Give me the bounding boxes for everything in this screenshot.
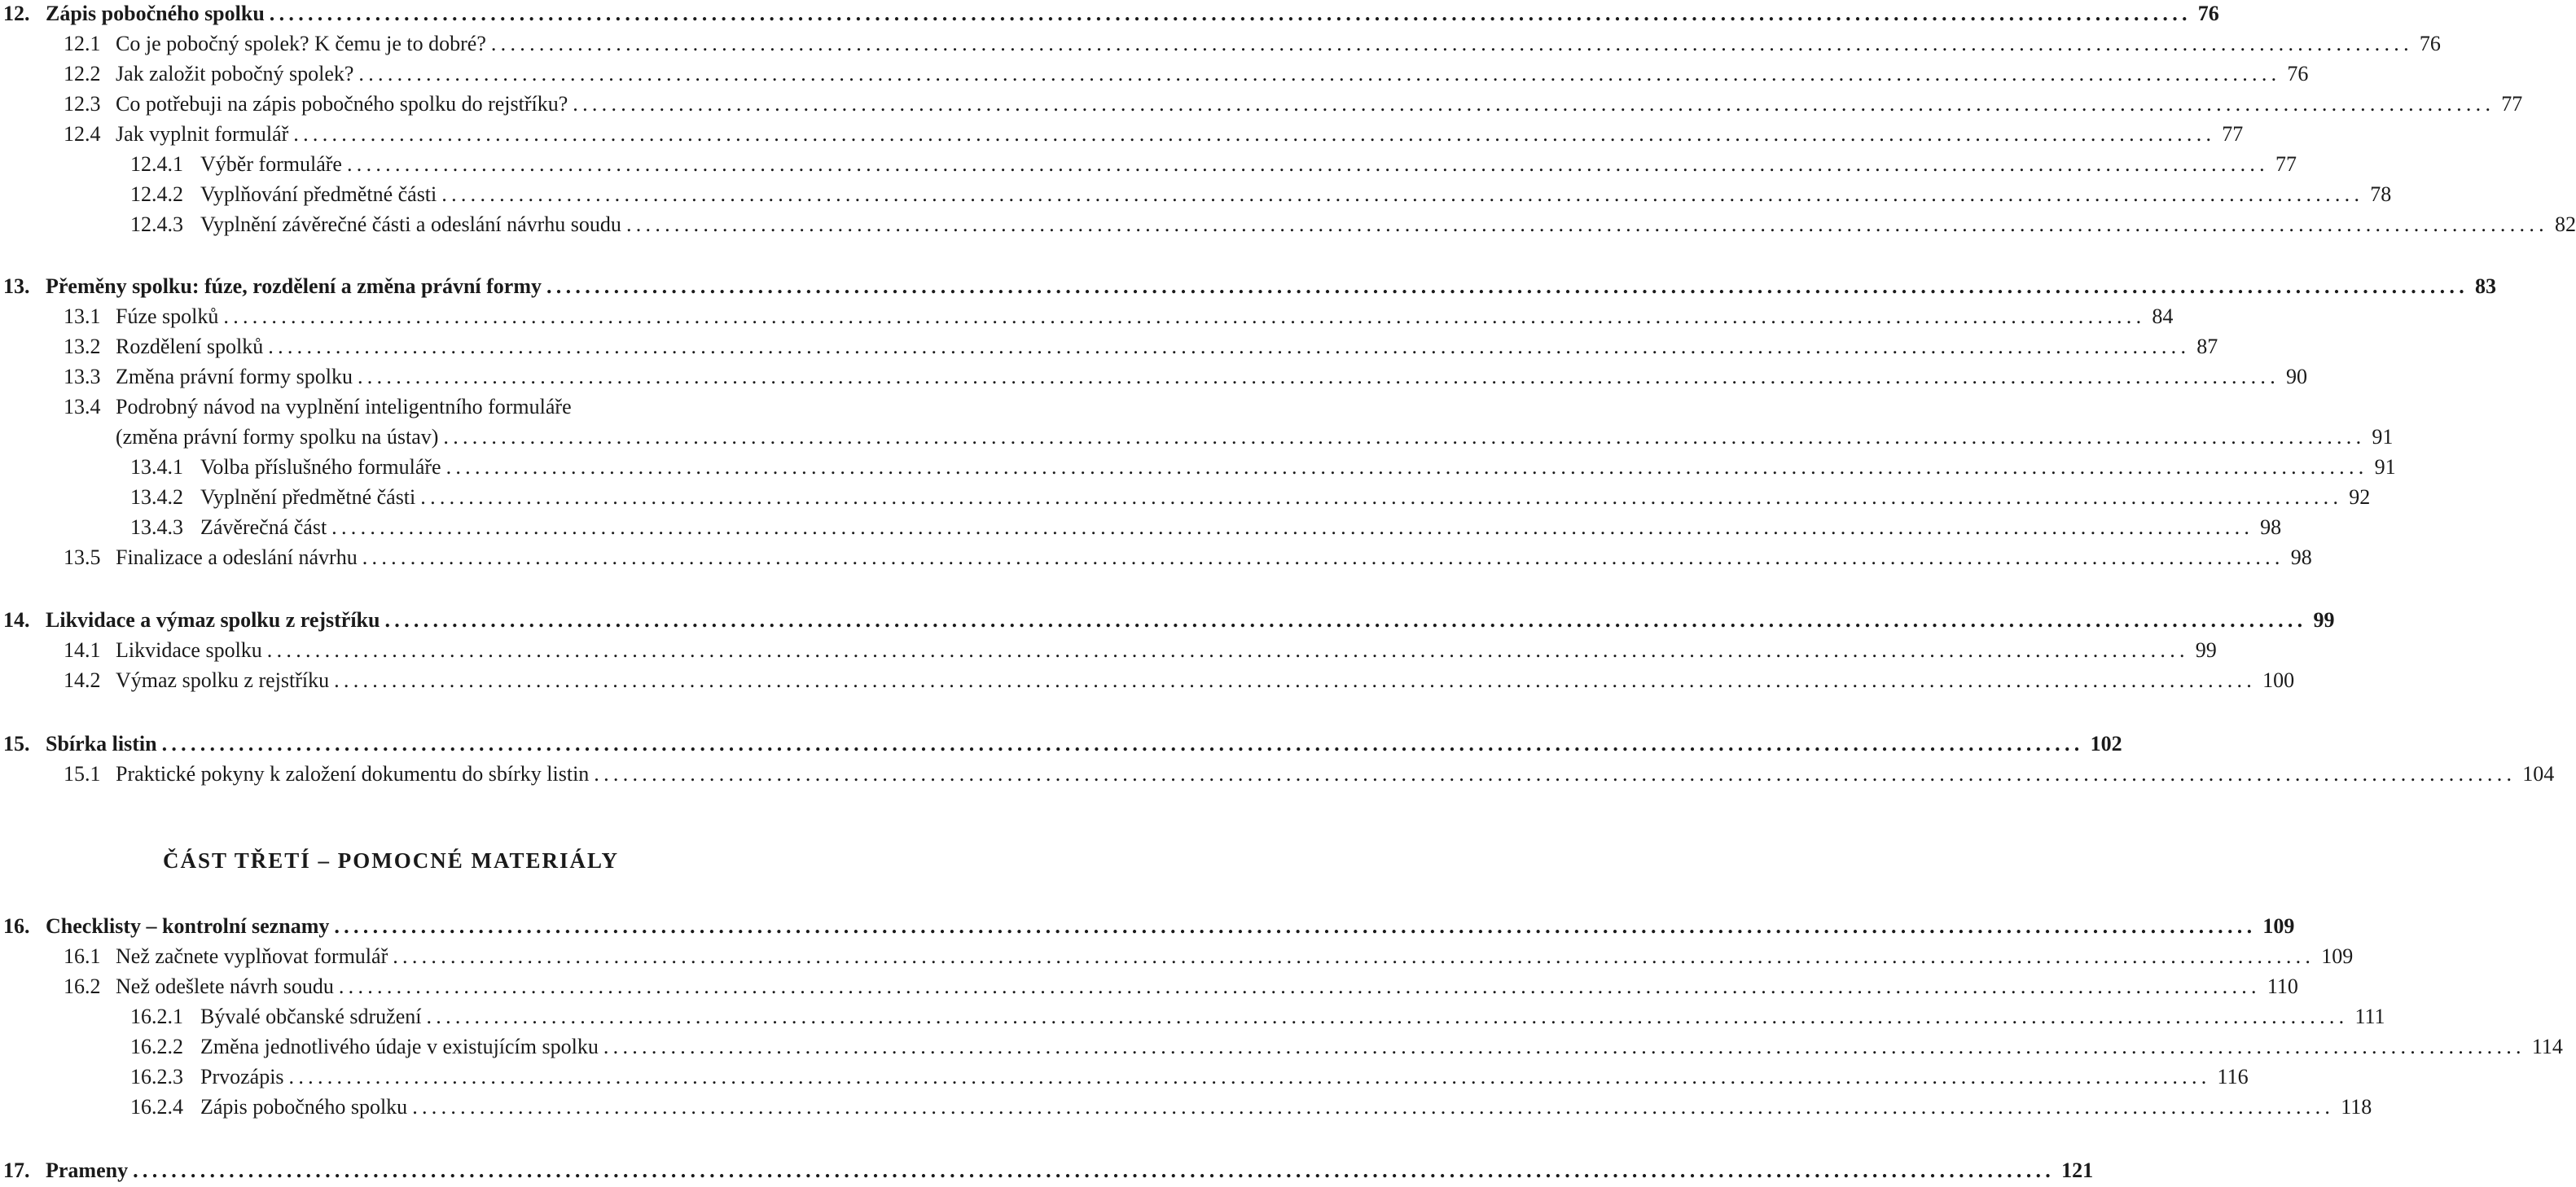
toc-entry-number: 14.1 [64, 638, 101, 662]
toc-entry-number: 16. [3, 914, 30, 938]
toc-entry[interactable] [130, 1093, 2372, 1121]
toc-dot-leader: ........................................................................................................................................................................................................ [546, 274, 2468, 298]
toc-page-number: 99 [2313, 608, 2335, 632]
toc-entry[interactable] [130, 453, 2396, 481]
toc-entry-number: 12.4 [64, 122, 101, 146]
toc-entry-number: 12.1 [64, 32, 101, 55]
toc-entry-number: 13.4.3 [130, 515, 183, 539]
toc-page-number: 104 [2522, 762, 2555, 786]
toc-page-number: 90 [2286, 365, 2307, 388]
toc-entry-title: (změna právní formy spolku na ústav) [116, 425, 439, 449]
toc-entry-title: Fúze spolků [116, 304, 219, 328]
toc-dot-leader: ........................................................................................................................................................................................................ [362, 545, 2284, 569]
toc-chapter-entry[interactable] [3, 0, 2219, 28]
toc-entry-title: Podrobný návod na vyplnění inteligentního formuláře [116, 395, 572, 418]
toc-entry[interactable] [64, 333, 2218, 361]
toc-chapter-entry[interactable] [3, 730, 2122, 758]
toc-page-number: 99 [2195, 638, 2217, 662]
toc-dot-leader: ........................................................................................................................................................................................................ [288, 1065, 2211, 1088]
toc-chapter-entry[interactable] [3, 1157, 2094, 1185]
toc-dot-leader: ........................................................................................................................................................................................................ [133, 1159, 2056, 1182]
toc-entry[interactable] [130, 181, 2392, 208]
toc-entry-number: 13. [3, 274, 30, 298]
toc-page-number: 82 [2554, 212, 2576, 236]
toc-entry-number: 15.1 [64, 762, 101, 786]
toc-dot-leader: ........................................................................................................................................................................................................ [443, 425, 2366, 449]
toc-entry-title: Sbírka listin [46, 732, 157, 756]
toc-entry-title: Bývalé občanské sdružení [200, 1005, 422, 1028]
toc-entry[interactable] [64, 544, 2312, 572]
toc-page-number: 76 [2197, 2, 2219, 25]
toc-page-number: 83 [2475, 274, 2496, 298]
toc-entry[interactable] [130, 1033, 2563, 1061]
toc-page-number: 102 [2090, 732, 2122, 756]
toc-entry[interactable] [64, 760, 2555, 788]
toc-entry[interactable] [64, 303, 2174, 331]
toc-entry-title: Prvozápis [200, 1065, 284, 1088]
toc-entry-number: 13.2 [64, 335, 101, 358]
toc-entry-number: 12.4.3 [130, 212, 183, 236]
toc-chapter-entry[interactable] [3, 607, 2335, 634]
toc-dot-leader: ........................................................................................................................................................................................................ [384, 608, 2307, 632]
toc-page-number: 77 [2501, 92, 2523, 116]
toc-entry[interactable] [130, 211, 2576, 239]
toc-page-number: 77 [2275, 152, 2297, 176]
toc-chapter-entry[interactable] [3, 273, 2496, 300]
toc-dot-leader: ........................................................................................................................................................................................................ [266, 638, 2189, 662]
toc-dot-leader: ........................................................................................................................................................................................................ [490, 32, 2413, 55]
toc-entry-title: Změna právní formy spolku [116, 365, 353, 388]
toc-dot-leader: ........................................................................................................................................................................................................ [358, 365, 2280, 388]
toc-entry-title: Vyplnění předmětné části [200, 485, 416, 509]
toc-dot-leader: ........................................................................................................................................................................................................ [441, 182, 2364, 206]
toc-entry[interactable] [64, 30, 2441, 58]
toc-entry-title: Zápis pobočného spolku [46, 2, 265, 25]
toc-dot-leader: ........................................................................................................................................................................................................ [331, 515, 2254, 539]
toc-entry-title: Výběr formuláře [200, 152, 342, 176]
toc-dot-leader: ........................................................................................................................................................................................................ [426, 1005, 2349, 1028]
toc-entry-number: 13.5 [64, 545, 101, 569]
toc-entry-title: Vyplňování předmětné části [200, 182, 437, 206]
toc-entry-number: 13.4.2 [130, 485, 183, 509]
toc-page-number: 98 [2260, 515, 2282, 539]
toc-entry-title: Než odešlete návrh soudu [116, 975, 334, 998]
toc-dot-leader: ........................................................................................................................................................................................................ [269, 2, 2192, 25]
toc-dot-leader: ........................................................................................................................................................................................................ [161, 732, 2084, 756]
toc-entry[interactable] [64, 973, 2298, 1001]
toc-entry-number: 12.2 [64, 62, 101, 85]
toc-dot-leader: ........................................................................................................................................................................................................ [358, 62, 2281, 85]
toc-dot-leader: ........................................................................................................................................................................................................ [338, 975, 2261, 998]
toc-page-number: 76 [2419, 32, 2441, 55]
toc-entry-title: Co je pobočný spolek? K čemu je to dobré? [116, 32, 486, 55]
toc-page-number: 84 [2152, 304, 2174, 328]
toc-entry-number: 14. [3, 608, 30, 632]
toc-entry-title: Co potřebuji na zápis pobočného spolku do rejstříku? [116, 92, 568, 116]
toc-page-number: 77 [2222, 122, 2244, 146]
toc-entry-title: Volba příslušného formuláře [200, 455, 441, 479]
toc-page-number: 92 [2349, 485, 2371, 509]
toc-dot-leader: ........................................................................................................................................................................................................ [420, 485, 2343, 509]
toc-entry-number: 12.4.1 [130, 152, 183, 176]
toc-entry[interactable] [64, 637, 2217, 664]
toc-entry-number: 13.4 [64, 395, 101, 418]
toc-entry-title: Vyplnění závěrečné části a odeslání návrhu soudu [200, 212, 621, 236]
toc-entry-number: 16.2.3 [130, 1065, 183, 1088]
toc-entry[interactable] [130, 1063, 2249, 1091]
toc-entry-title: Jak založit pobočný spolek? [116, 62, 354, 85]
toc-dot-leader: ........................................................................................................................................................................................................ [573, 92, 2495, 116]
toc-dot-leader: ........................................................................................................................................................................................................ [412, 1095, 2335, 1119]
toc-dot-leader: ........................................................................................................................................................................................................ [393, 944, 2315, 968]
toc-dot-leader: ........................................................................................................................................................................................................ [334, 668, 2257, 692]
toc-entry-number: 13.4.1 [130, 455, 183, 479]
toc-entry-number: 12.4.2 [130, 182, 183, 206]
toc-entry[interactable] [64, 393, 780, 421]
toc-entry-number: 16.1 [64, 944, 101, 968]
toc-page-number: 100 [2262, 668, 2295, 692]
toc-entry[interactable] [130, 151, 2297, 178]
toc-page-number: 78 [2370, 182, 2392, 206]
toc-dot-leader: ........................................................................................................................................................................................................ [603, 1035, 2526, 1058]
toc-entry-title: Checklisty – kontrolní seznamy [46, 914, 330, 938]
toc-entry-number: 16.2.2 [130, 1035, 183, 1058]
toc-entry-number: 16.2.4 [130, 1095, 183, 1119]
toc-page-number: 114 [2531, 1035, 2563, 1058]
toc-entry-number: 14.2 [64, 668, 101, 692]
toc-entry-title: Jak vyplnit formulář [116, 122, 289, 146]
toc-chapter-entry[interactable] [3, 913, 2295, 940]
toc-entry-title: Likvidace spolku [116, 638, 262, 662]
toc-entry-title: Prameny [46, 1159, 129, 1182]
toc-page-number: 110 [2267, 975, 2298, 998]
toc-entry[interactable] [64, 60, 2309, 88]
toc-entry-number: 16.2.1 [130, 1005, 183, 1028]
toc-entry[interactable] [64, 667, 2295, 694]
toc-dot-leader: ........................................................................................................................................................................................................ [293, 122, 2216, 146]
toc-dot-leader: ........................................................................................................................................................................................................ [625, 212, 2548, 236]
toc-entry[interactable] [64, 120, 2244, 148]
toc-page-number: 118 [2341, 1095, 2372, 1119]
toc-entry[interactable] [130, 1003, 2385, 1031]
toc-entry-title: Rozdělení spolků [116, 335, 264, 358]
toc-entry-title: Změna jednotlivého údaje v existujícím spolku [200, 1035, 599, 1058]
toc-page-number: 121 [2061, 1159, 2094, 1182]
toc-entry-title: Likvidace a výmaz spolku z rejstříku [46, 608, 380, 632]
toc-entry-title: Finalizace a odeslání návrhu [116, 545, 358, 569]
toc-entry[interactable] [64, 423, 2394, 451]
toc-page-number: 98 [2290, 545, 2312, 569]
toc-dot-leader: ........................................................................................................................................................................................................ [268, 335, 2191, 358]
toc-entry-number: 15. [3, 732, 30, 756]
toc-entry-title: Než začnete vyplňovat formulář [116, 944, 388, 968]
toc-page-number: 116 [2217, 1065, 2249, 1088]
toc-dot-leader: ........................................................................................................................................................................................................ [346, 152, 2269, 176]
toc-dot-leader: ........................................................................................................................................................................................................ [334, 914, 2257, 938]
toc-entry-number: 13.1 [64, 304, 101, 328]
toc-dot-leader: ........................................................................................................................................................................................................ [445, 455, 2368, 479]
toc-entry-title: Přeměny spolku: fúze, rozdělení a změna právní formy [46, 274, 542, 298]
toc-entry[interactable] [130, 484, 2371, 511]
toc-page-number: 91 [2372, 425, 2394, 449]
toc-entry[interactable] [64, 90, 2523, 118]
toc-dot-leader: ........................................................................................................................................................................................................ [594, 762, 2517, 786]
toc-entry-number: 13.3 [64, 365, 101, 388]
toc-entry-title: Praktické pokyny k založení dokumentu do sbírky listin [116, 762, 590, 786]
toc-page-number: 109 [2262, 914, 2295, 938]
toc-entry[interactable] [64, 943, 2354, 970]
toc-page-number: 109 [2321, 944, 2354, 968]
toc-entry[interactable] [64, 363, 2307, 391]
toc-entry-title: Výmaz spolku z rejstříku [116, 668, 330, 692]
toc-entry-number: 17. [3, 1159, 30, 1182]
toc-page-number: 87 [2196, 335, 2218, 358]
toc-entry-title: Zápis pobočného spolku [200, 1095, 408, 1119]
toc-entry-number: 12.3 [64, 92, 101, 116]
part-heading: ČÁST TŘETÍ – POMOCNÉ MATERIÁLY [162, 848, 620, 873]
toc-dot-leader: ........................................................................................................................................................................................................ [223, 304, 2146, 328]
toc-entry-number: 16.2 [64, 975, 101, 998]
toc-entry[interactable] [130, 514, 2282, 541]
toc-page-number: 91 [2374, 455, 2396, 479]
toc-entry-number: 12. [3, 2, 30, 25]
toc-page-number: 111 [2354, 1005, 2385, 1028]
toc-entry-title: Závěrečná část [200, 515, 327, 539]
toc-page-number: 76 [2287, 62, 2309, 85]
